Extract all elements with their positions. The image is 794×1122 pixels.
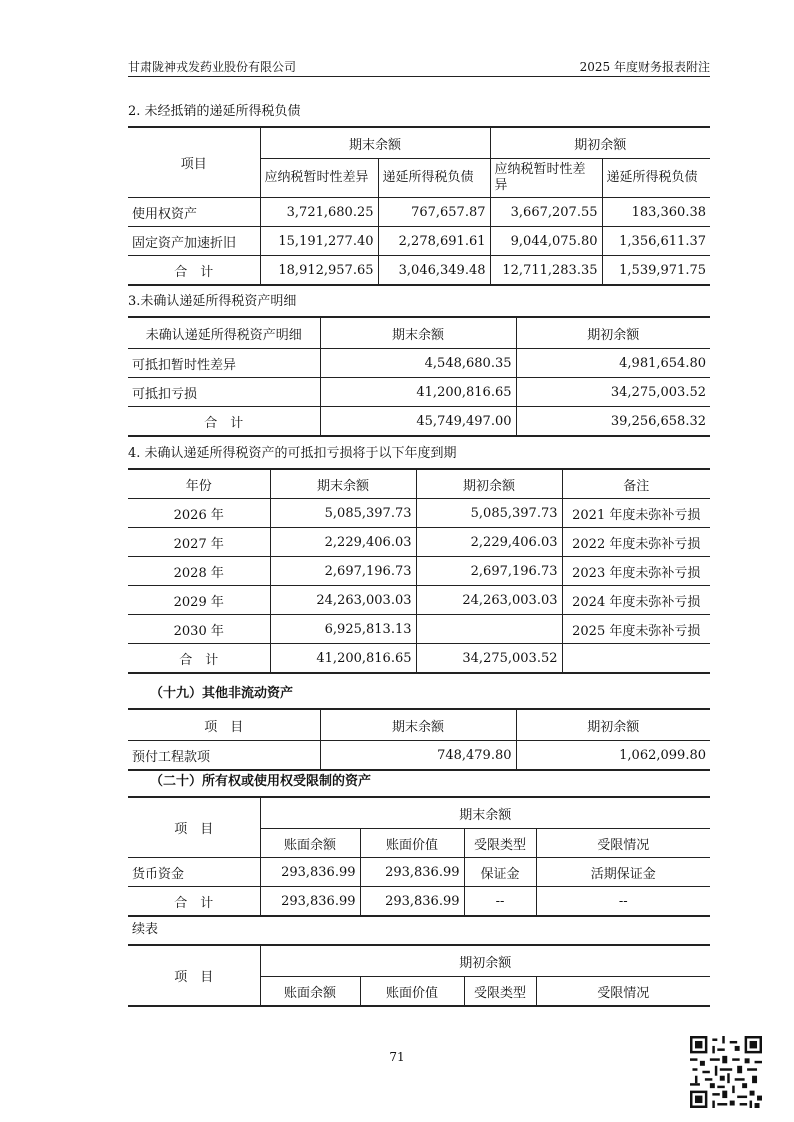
table-header-row [128, 317, 710, 349]
cell-end-liab: 3,046,349.48 [378, 256, 490, 286]
cell-end: 41,200,816.65 [320, 378, 516, 407]
col-header-end-balance: 期末余额 [260, 797, 710, 829]
cell-begin: 1,062,099.80 [516, 741, 710, 771]
header-report-title: 2025 年度财务报表附注 [579, 60, 710, 74]
row-item: 合 计 [128, 256, 260, 286]
table-row [128, 227, 710, 256]
deferred-tax-liabilities-table [128, 126, 710, 286]
cell-end: 2,697,196.73 [270, 557, 416, 586]
unrecognized-dta-table [128, 316, 710, 437]
qr-code-icon [690, 1036, 762, 1108]
col-header-begin-balance: 期初余额 [416, 469, 562, 499]
cell-begin-liab: 183,360.38 [602, 198, 710, 227]
cell-end: 5,085,397.73 [270, 499, 416, 528]
cell-end: 45,749,497.00 [320, 407, 516, 437]
table-header-row [128, 127, 710, 159]
col-header-note: 备注 [562, 469, 710, 499]
col-header-end-taxable-diff: 应纳税暂时性差异 [260, 159, 378, 198]
col-header-begin-balance: 期初余额 [516, 709, 710, 741]
cell-book-balance: 293,836.99 [260, 858, 360, 887]
col-header-begin-balance: 期初余额 [490, 127, 710, 159]
cell-end: 41,200,816.65 [270, 644, 416, 674]
table-row [128, 198, 710, 227]
col-header-book-balance: 账面余额 [260, 829, 360, 858]
cell-begin-diff: 3,667,207.55 [490, 198, 602, 227]
col-header-item: 项 目 [128, 797, 260, 858]
cell-begin-diff: 12,711,283.35 [490, 256, 602, 286]
col-header-end-balance: 期末余额 [320, 709, 516, 741]
row-item: 可抵扣亏损 [128, 378, 320, 407]
cell-begin: 34,275,003.52 [516, 378, 710, 407]
cell-restriction-type: -- [464, 887, 536, 917]
cell-begin: 2,229,406.03 [416, 528, 562, 557]
col-header-restriction-status: 受限情况 [536, 829, 710, 858]
cell-end-diff: 3,721,680.25 [260, 198, 378, 227]
col-header-end-balance: 期末余额 [270, 469, 416, 499]
cell-book-balance: 293,836.99 [260, 887, 360, 917]
col-header-book-balance: 账面余额 [260, 977, 360, 1007]
cell-begin: 34,275,003.52 [416, 644, 562, 674]
col-header-begin-taxable-diff: 应纳税暂时性差异 [490, 159, 602, 198]
cell-end: 748,479.80 [320, 741, 516, 771]
table-row [128, 858, 710, 887]
cell-note: 2024 年度未弥补亏损 [562, 586, 710, 615]
cell-note: 2022 年度未弥补亏损 [562, 528, 710, 557]
col-header-year: 年份 [128, 469, 270, 499]
cell-note [562, 644, 710, 674]
cell-begin: 4,981,654.80 [516, 349, 710, 378]
section-title-restricted-assets: （二十）所有权或使用权受限制的资产 [150, 774, 372, 789]
col-header-begin-balance: 期初余额 [516, 317, 710, 349]
cell-end-liab: 2,278,691.61 [378, 227, 490, 256]
continued-label: 续表 [132, 922, 159, 937]
header-company: 甘肃陇神戎发药业股份有限公司 [128, 60, 297, 74]
cell-year: 合 计 [128, 644, 270, 674]
table-total-row [128, 644, 710, 674]
table-total-row [128, 887, 710, 917]
cell-year: 2029 年 [128, 586, 270, 615]
col-header-restriction-status: 受限情况 [536, 977, 710, 1007]
table-row [128, 349, 710, 378]
cell-note: 2025 年度未弥补亏损 [562, 615, 710, 644]
section-title-other-noncurrent-assets: （十九）其他非流动资产 [150, 686, 294, 701]
col-header-item: 项 目 [128, 945, 260, 1006]
row-item: 可抵扣暂时性差异 [128, 349, 320, 378]
section-title-deferred-tax-liabilities: 2. 未经抵销的递延所得税负债 [128, 104, 301, 119]
cell-year: 2030 年 [128, 615, 270, 644]
row-item: 合 计 [128, 887, 260, 917]
col-header-restriction-type: 受限类型 [464, 829, 536, 858]
table-row [128, 557, 710, 586]
table-row [128, 741, 710, 771]
cell-year: 2028 年 [128, 557, 270, 586]
col-header-book-value: 账面价值 [360, 829, 464, 858]
cell-begin: 5,085,397.73 [416, 499, 562, 528]
page-number: 71 [389, 1050, 405, 1064]
cell-note: 2023 年度未弥补亏损 [562, 557, 710, 586]
col-header-book-value: 账面价值 [360, 977, 464, 1007]
table-row [128, 615, 710, 644]
section-title-loss-expiry: 4. 未确认递延所得税资产的可抵扣亏损将于以下年度到期 [128, 446, 457, 461]
table-row [128, 528, 710, 557]
cell-note: 2021 年度未弥补亏损 [562, 499, 710, 528]
col-header-begin-liability: 递延所得税负债 [602, 159, 710, 198]
restricted-assets-table [128, 796, 710, 917]
col-header-item: 未确认递延所得税资产明细 [128, 317, 320, 349]
col-header-begin-balance: 期初余额 [260, 945, 710, 977]
col-header-item: 项 目 [128, 709, 320, 741]
cell-begin: 39,256,658.32 [516, 407, 710, 437]
cell-begin-diff: 9,044,075.80 [490, 227, 602, 256]
cell-begin-liab: 1,539,971.75 [602, 256, 710, 286]
col-header-end-balance: 期末余额 [260, 127, 490, 159]
col-header-end-balance: 期末余额 [320, 317, 516, 349]
table-header-row [128, 945, 710, 977]
cell-end-liab: 767,657.87 [378, 198, 490, 227]
cell-end: 6,925,813.13 [270, 615, 416, 644]
cell-book-value: 293,836.99 [360, 858, 464, 887]
cell-restriction-type: 保证金 [464, 858, 536, 887]
col-header-item: 项目 [128, 127, 260, 198]
cell-year: 2027 年 [128, 528, 270, 557]
table-header-row [128, 709, 710, 741]
table-header-row [128, 797, 710, 829]
row-item: 合 计 [128, 407, 320, 437]
cell-end: 24,263,003.03 [270, 586, 416, 615]
col-header-restriction-type: 受限类型 [464, 977, 536, 1007]
cell-begin-liab: 1,356,611.37 [602, 227, 710, 256]
cell-restriction-status: -- [536, 887, 710, 917]
row-item: 预付工程款项 [128, 741, 320, 771]
cell-restriction-status: 活期保证金 [536, 858, 710, 887]
cell-begin: 2,697,196.73 [416, 557, 562, 586]
restricted-assets-continued-table [128, 944, 710, 1007]
cell-year: 2026 年 [128, 499, 270, 528]
cell-end-diff: 15,191,277.40 [260, 227, 378, 256]
table-header-row [128, 469, 710, 499]
table-total-row [128, 407, 710, 437]
cell-begin: 24,263,003.03 [416, 586, 562, 615]
cell-book-value: 293,836.99 [360, 887, 464, 917]
cell-end: 4,548,680.35 [320, 349, 516, 378]
col-header-end-liability: 递延所得税负债 [378, 159, 490, 198]
table-total-row [128, 256, 710, 286]
other-noncurrent-assets-table [128, 708, 710, 771]
row-item: 使用权资产 [128, 198, 260, 227]
cell-begin [416, 615, 562, 644]
loss-expiry-table [128, 468, 710, 674]
cell-end: 2,229,406.03 [270, 528, 416, 557]
table-row [128, 499, 710, 528]
row-item: 货币资金 [128, 858, 260, 887]
table-row [128, 378, 710, 407]
section-title-unrecognized-dta: 3.未确认递延所得税资产明细 [128, 294, 297, 309]
table-row [128, 586, 710, 615]
header-rule [128, 76, 710, 77]
row-item: 固定资产加速折旧 [128, 227, 260, 256]
cell-end-diff: 18,912,957.65 [260, 256, 378, 286]
